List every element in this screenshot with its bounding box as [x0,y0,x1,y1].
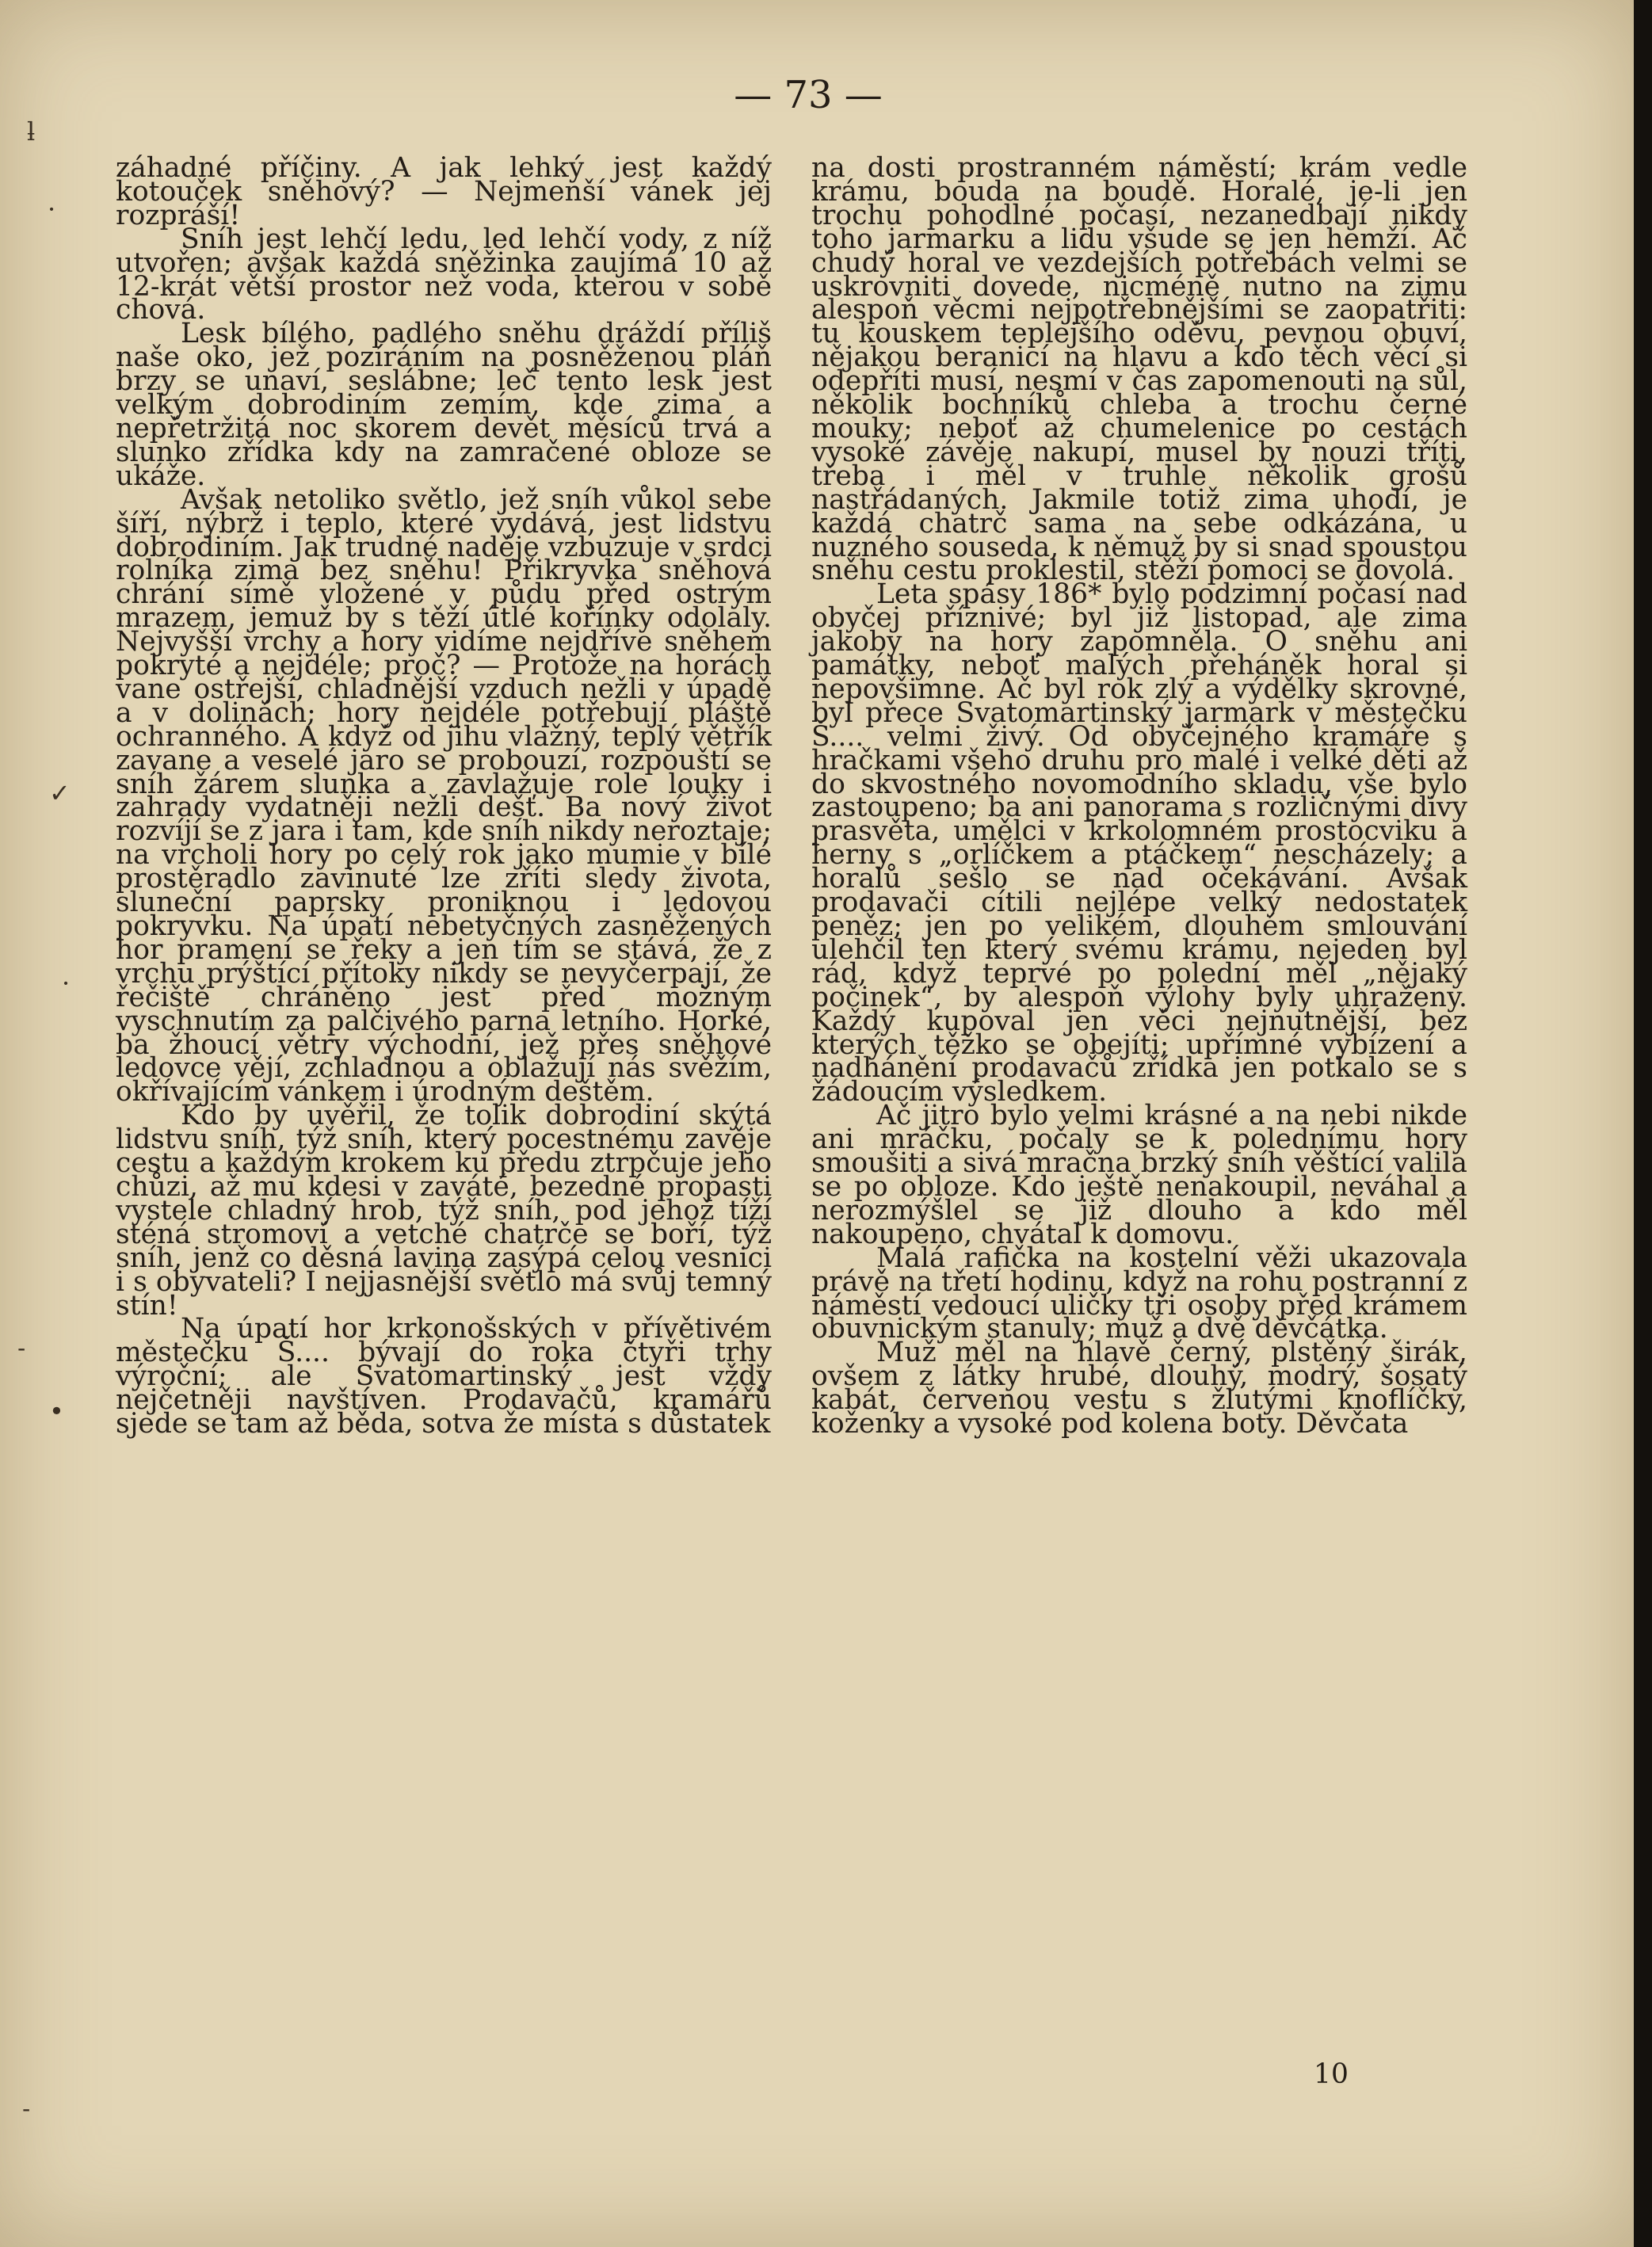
paragraph: Ač jitro bylo velmi krásné a na nebi nikde ani mráčku, počaly se k polednímu hory smoušiti a sivá mračna brzký sníh věštící valila se po obloze. Kdo ještě nenakoupil, neváhal a nerozmýšlel se již dlouho a kdo měl nakoupeno, chvátal k domovu. [811,1100,1467,1250]
paragraph: Avšak netoliko světlo, jež sníh vůkol sebe šíří, nýbrž i teplo, které vydává, jest lidstvu dobrodiním. Jak trudné naděje vzbuzuje v srdci rolníka zima bez sněhu! Přikryvka sněhová chrání símě vložené v půdu před ostrým mrazem, jemuž by s těží útlé kořínky odolaly. Nejvyšší vrchy a hory vidíme nejdříve sněhem pokryté a nejdéle; proč? — Protože na horách vane ostřejší, chladnější vzduch nežli v úpadě a v dolinách; hory nejdéle potřebují pláště ochranného. A když od jihu vlažný, teplý větřík zavane a veselé jaro se probouzí, rozpouští se sníh žárem slunka a zavlažuje role louky i zahrady vydatněji nežli dešť. Ba nový život rozvíjí se z jara i tam, kde sníh nikdy neroztaje; na vrcholi hory po celý rok jako mumie v bílé prostěradlo zavinuté lze zříti sledy života, sluneční paprsky proniknou i ledovou pokryvku. Na úpatí nebetyčných zasněžených hor pramení se řeky a jen tím se stává, že z vrchu prýštící přítoky nikdy se nevyčerpají, že řečiště chráněno jest před možným vyschnutím za palčivého parna letního. Horké, ba žhoucí větry východní, jež přes sněhové ledovce vějí, zchladnou a oblažují nás svěžím, okřívajícím vánkem i úrodným deštěm. [116,483,772,1108]
margin-mark: • [49,1396,64,1426]
signature-mark: 10 [1314,2058,1349,2090]
right-column [811,152,1467,1440]
page-edge [1634,0,1652,2247]
paragraph: Sníh jest lehčí ledu, led lehčí vody, z níž utvořen; avšak každá sněžinka zaujímá 10 až 12-krát větší prostor než voda, kterou v sobě chová. [116,223,772,326]
margin-mark: · [62,968,71,998]
page-number: — 73 — [734,73,883,117]
paragraph: Leta spásy 186* bylo podzimní počasí nad obyčej příznivé; byl již listopad, ale zima jakoby na hory zapomněla. O sněhu ani památky, neboť malých přeháněk horal si nepovšimne. Ač byl rok zlý a výdělky skrovné, byl přece Svatomartinský jarmark v městečku Š.... velmi živý. Od obyčejného kramáře s hračkami všeho druhu pro malé i velké děti až do skvostného novomodního skladu, vše bylo zastoupeno; ba ani panorama s rozličnými divy prasvěta, umělci v krkolomném prostocviku a herny s „orlíčkem a ptáčkem“ nescházely; a horalů sešlo se nad očekávání. Avšak prodavači cítili nejlépe velký nedostatek peněz; jen po velikém, dlouhém smlouvání ulehčil ten který svému krámu, nejeden byl rád, když teprvé po polední měl „nějaký počinek“, by alespoň výlohy byly uhraženy. Každý kupoval jen věci nejnutnější, bez kterých těžko se obejíti; upřímné vybízení a nadhánění prodavačů zřídka jen potkalo se s žádoucím výsledkem. [811,578,1467,1108]
paragraph: Kdo by uvěřil, že tolik dobrodiní skýtá lidstvu sníh, týž sníh, který pocestnému zavěje cestu a každým krokem ku předu ztrpčuje jeho chůzi, až mu kdesi v zaváté, bezedné propasti vystele chladný hrob, týž sníh, pod jehož tíží sténá stromoví a vetché chatrče se boří, týž sníh, jenž co děsná lavina zasýpá celou vesnici i s obyvateli? I nejjasnější světlo má svůj temný stín! [116,1100,772,1322]
margin-mark: ƚ [27,116,36,147]
margin-mark: ˗ [17,1333,26,1363]
paragraph: Malá rafička na kostelní věži ukazovala právě na třetí hodinu, když na rohu postranní z náměstí vedoucí uličky tři osoby před krámem obuvnickým stanuly; muž a dvě děvčátka. [811,1242,1467,1345]
margin-mark: · [48,194,56,224]
margin-mark: ✓ [49,778,71,808]
paragraph: Na úpatí hor krkonošských v přívětivém městečku Š.... bývají do roka čtyři trhy výroční; ale Svatomartinský jest vždy nejčetněji navštíven. Prodavačů, kramářů sjede se tam až běda, sotva že místa s důstatek [116,1313,772,1440]
margin-mark: ˗ [22,2093,31,2123]
paragraph: Muž měl na hlavě černý, plstěný širák, ovšem z látky hrubé, dlouhý, modrý, šosatý kabát, červenou vestu s žlutými knoflíčky, koženky a vysoké pod kolena boty. Děvčata [811,1337,1467,1440]
paragraph: Lesk bílého, padlého sněhu dráždí příliš naše oko, jež pozíráním na posněženou pláň brzy se unaví, seslábne; leč tento lesk jest velkým dobrodiním zemím, kde zima a nepřetržitá noc skorem devět měsíců trvá a slunko zřídka kdy na zamračené obloze se ukáže. [116,318,772,492]
left-column [116,152,772,1440]
paragraph: záhadné příčiny. A jak lehký jest každý kotouček sněhový? — Nejmenší vánek jej rozpráší! [116,152,772,231]
paragraph: na dosti prostranném náměstí; krám vedle krámu, bouda na boudě. Horalé, je-li jen trochu pohodlné počasí, nezanedbají nikdy toho jarmarku a lidu všude se jen hemží. Ač chudý horal ve vezdejších potřebách velmi se uskrovniti dovede, nicméně nutno na zimu alespoň věcmi nejpotřebnějšími se zaopatřiti: tu kouskem teplejšího oděvu, pevnou obuví, nějakou beranicí na hlavu a kdo těch věcí si odepříti musí, nesmí v čas zapomenouti na sůl, několik bochníků chleba a trochu černé mouky; neboť až chumelenice po cestách vysoké závěje nakupí, musel by nouzi tříti, třeba i měl v truhle několik grošů nastřádaných. Jakmile totiž zima uhodí, je každá chatrč sama na sebe odkázána, u nuzného souseda, k němuž by si snad spoustou sněhu cestu proklestil, stěží pomoci se dovolá. [811,152,1467,587]
